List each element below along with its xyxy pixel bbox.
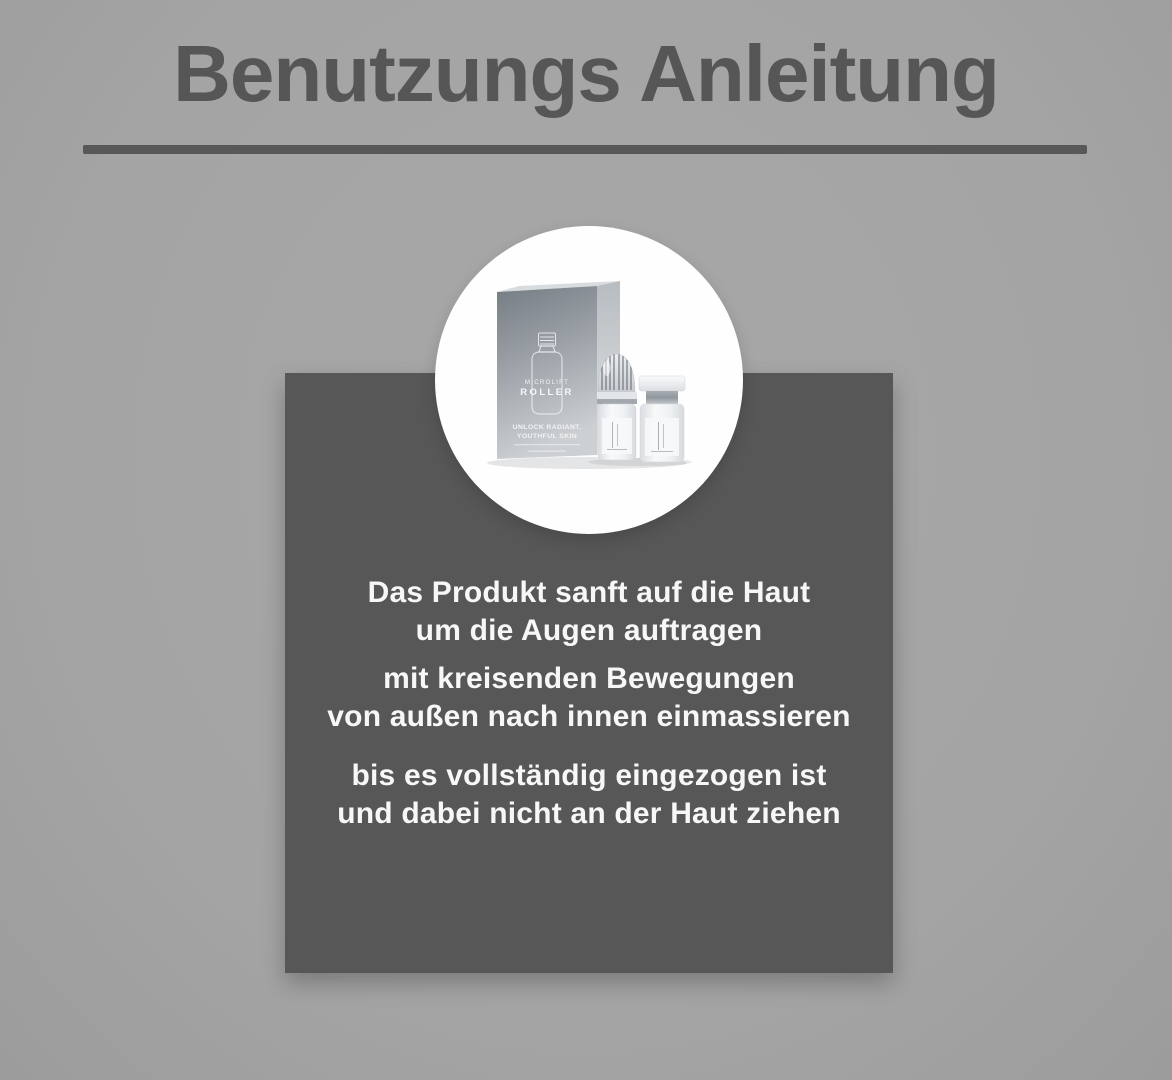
box-brand-line-1: MICROLIFT <box>524 379 570 386</box>
roller-vial-band <box>597 399 637 404</box>
roller-vial-label-text-column-1 <box>612 422 613 448</box>
roller-vial-dome-highlight <box>604 360 611 376</box>
serum-vial <box>639 376 685 462</box>
instruction-step-2-line-1: mit kreisenden Bewegungen <box>383 662 795 695</box>
instruction-step-3 <box>285 757 893 833</box>
product-photo <box>435 226 743 534</box>
serum-vial-label <box>645 418 679 456</box>
box-fineprint-line-1 <box>514 444 580 445</box>
roller-vial <box>597 354 637 460</box>
instruction-step-1 <box>285 574 893 650</box>
box-fineprint-line-2 <box>528 451 566 452</box>
roller-vial-label-text-column-2 <box>617 424 618 446</box>
box-tagline-line-2: YOUTHFUL SKIN <box>516 433 578 440</box>
instruction-step-1-line-2: um die Augen auftragen <box>415 614 763 647</box>
box-tagline-line-1: UNLOCK RADIANT, <box>512 424 582 431</box>
serum-vial-neck <box>646 391 678 404</box>
roller-vial-label-rule <box>607 449 627 450</box>
roller-vial-collar <box>597 392 637 399</box>
product-photo-circle <box>435 226 743 534</box>
serum-vial-cap <box>639 376 685 391</box>
instruction-step-3-line-2: und dabei nicht an der Haut ziehen <box>337 797 841 830</box>
instruction-step-2-line-2: von außen nach innen einmassieren <box>327 700 851 733</box>
title-divider <box>83 145 1087 154</box>
instruction-step-2 <box>285 660 893 736</box>
instruction-step-3-line-1: bis es vollständig eingezogen ist <box>351 759 827 792</box>
box-brand-line-2: ROLLER <box>520 387 574 398</box>
serum-vial-label-text-column-1 <box>658 422 659 450</box>
page-title: Benutzungs Anleitung <box>173 29 999 118</box>
serum-vial-label-text-column-2 <box>663 424 664 448</box>
serum-vial-label-rule <box>651 451 673 452</box>
instruction-step-1-line-1: Das Produkt sanft auf die Haut <box>367 576 811 609</box>
